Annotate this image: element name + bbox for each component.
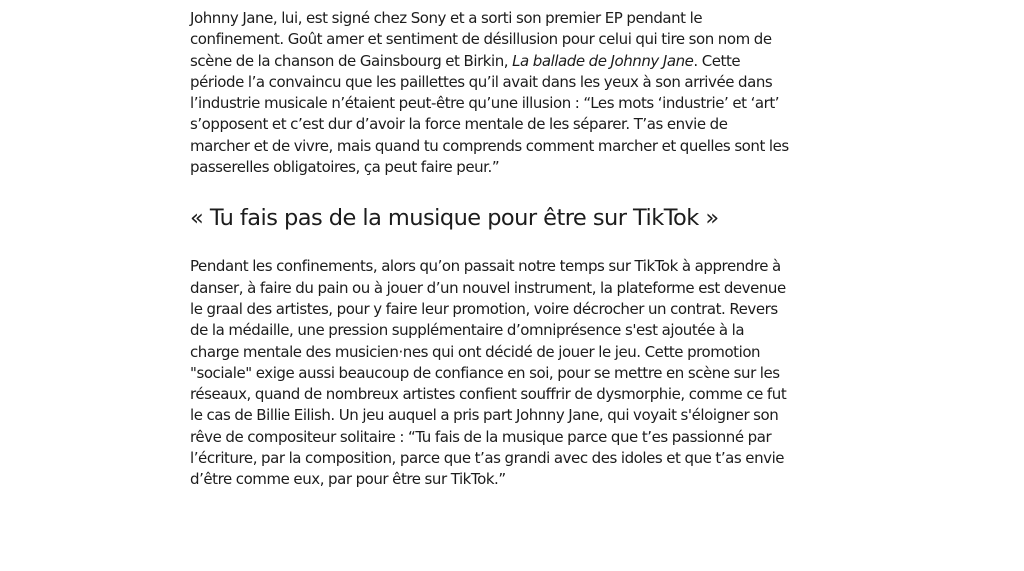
- paragraph-text: Johnny Jane, lui, est signé chez Sony et a sorti son premier EP pendant le confinement. Goût amer et sentiment de désillusion pour celui qui tire son nom de scène de la chanson de Gainsbourg et Birkin,: [190, 9, 772, 70]
- paragraph-tiktok-confinements: Pendant les confinements, alors qu’on passait notre temps sur TikTok à apprendre à danser, à faire du pain ou à jouer d’un nouvel instrument, la plateforme est devenue le graal des artistes, pour y faire leur promotion, voire décrocher un contrat. Revers de la médaille, une pression supplémentaire d’omniprésence s'est ajoutée à la charge mentale des musicien·nes qui ont décidé de jouer le jeu. Cette promotion "sociale" exige aussi beaucoup de confiance en soi, pour se mettre en scène sur les réseaux, quand de nombreux artistes confient souffrir de dysmorphie, comme ce fut le cas de Billie Eilish. Un jeu auquel a pris part Johnny Jane, qui voyait s'éloigner son rêve de compositeur solitaire : “Tu fais de la musique parce que t’es passionné par l’écriture, par la composition, parce que t’as grandi avec des idoles et que t’as envie d’être comme eux, par pour être sur TikTok.”: [190, 257, 787, 489]
- song-title: La ballade de Johnny Jane: [512, 51, 694, 70]
- section-heading: « Tu fais pas de la musique pour être sur TikTok »: [190, 205, 719, 232]
- article-body: [190, 8, 790, 491]
- paragraph-text-continued: . Cette période l’a convaincu que les paillettes qu’il avait dans les yeux à son arrivée dans l’industrie musicale n’étaient peut-être qu’une illusion : “Les mots ‘industrie’ et ‘art’ s’opposent et c’est dur d’avoir la force mentale de les séparer. T’as envie de marcher et de vivre, mais quand tu comprends comment marcher et quelles sont les passerelles obligatoires, ça peut faire peur.”: [190, 51, 789, 177]
- paragraph-johnny-jane-ep: [190, 8, 790, 178]
